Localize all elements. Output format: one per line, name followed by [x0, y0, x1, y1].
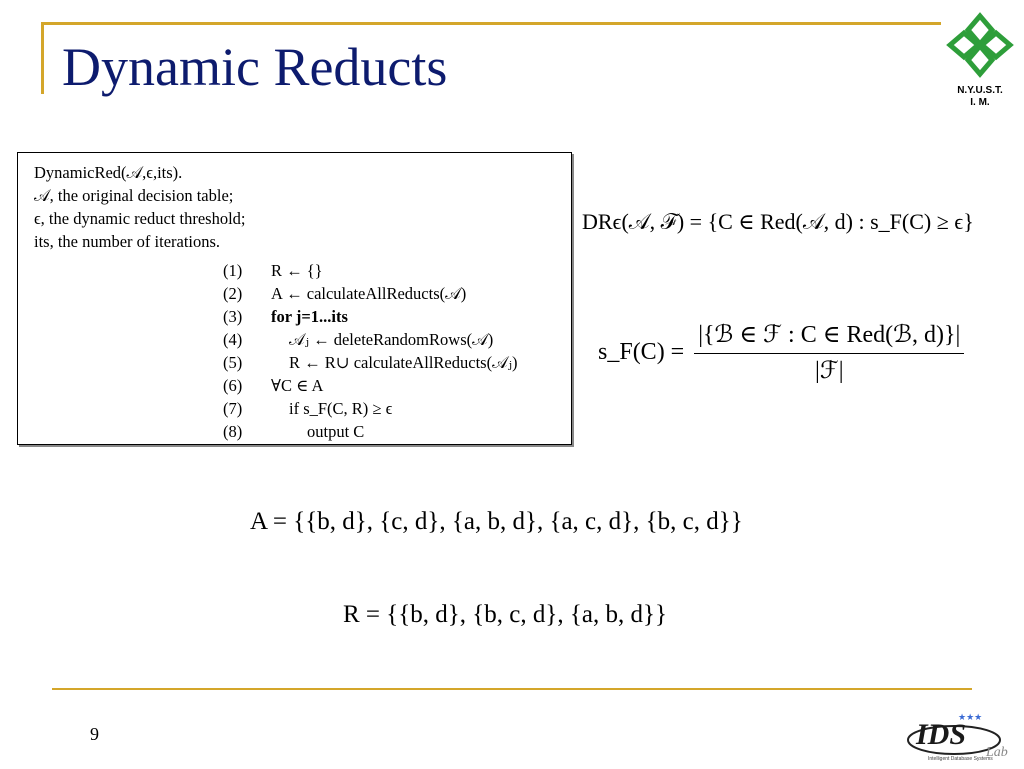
lab-logo-main: IDS — [916, 718, 967, 751]
stability-lhs: s_F(C) = — [598, 339, 685, 365]
star-icon: ★★★ — [958, 713, 983, 723]
step-text: ∀C ∈ A — [271, 376, 324, 395]
step-text: for j=1...its — [271, 307, 348, 326]
algorithm-step — [223, 305, 518, 328]
algorithm-step — [223, 351, 518, 374]
step-number: (1) — [223, 261, 243, 280]
algorithm-step — [223, 374, 518, 397]
ids-lab-emblem-icon — [904, 708, 1016, 764]
stability-numerator: |{ℬ ∈ ℱ : C ∈ Red(ℬ, d)}| — [694, 320, 964, 354]
dynamic-reduct-definition: DRϵ(𝒜, ℱ) = {C ∈ Red(𝒜, d) : s_F(C) ≥ ϵ} — [582, 209, 974, 234]
step-number: (7) — [223, 399, 243, 418]
stability-denominator: |ℱ| — [815, 358, 844, 384]
step-number: (6) — [223, 376, 243, 395]
nyust-emblem-icon — [942, 10, 1018, 80]
step-text: 𝒜ⱼ ← deleteRandomRows(𝒜) — [289, 330, 494, 349]
step-number: (3) — [223, 307, 243, 326]
title-accent-horizontal — [41, 22, 941, 25]
logo-line-2: I. M. — [970, 97, 990, 108]
algorithm-param-iterations: its, the number of iterations. — [34, 232, 221, 251]
algorithm-step — [223, 259, 518, 282]
step-number: (5) — [223, 353, 243, 372]
algorithm-step — [223, 282, 518, 305]
set-a-equation: A = {{b, d}, {c, d}, {a, b, d}, {a, c, d}, {b, c, d}} — [250, 508, 743, 535]
algorithm-header — [34, 161, 246, 253]
logo-line-1: N.Y.U.S.T. — [957, 85, 1003, 96]
algorithm-step — [223, 397, 518, 420]
stability-coefficient-formula — [598, 320, 964, 385]
step-number: (4) — [223, 330, 243, 349]
step-text: output C — [307, 422, 365, 441]
nyust-logo — [942, 10, 1018, 110]
ids-lab-logo — [904, 708, 1016, 764]
step-text: R ← R∪ calculateAllReducts(𝒜ⱼ) — [289, 353, 518, 372]
algorithm-box — [17, 152, 572, 445]
title-accent-vertical — [41, 22, 44, 94]
set-r-equation: R = {{b, d}, {b, c, d}, {a, b, d}} — [343, 601, 667, 628]
page-number: 9 — [90, 724, 99, 744]
step-number: (8) — [223, 422, 243, 441]
algorithm-param-threshold: ϵ, the dynamic reduct threshold; — [34, 209, 246, 228]
lab-logo-sub: Lab — [986, 745, 1008, 760]
slide-title: Dynamic Reducts — [62, 37, 448, 97]
algorithm-steps — [223, 259, 518, 443]
algorithm-step — [223, 420, 518, 443]
algorithm-signature: DynamicRed(𝒜,ϵ,its). — [34, 163, 183, 182]
lab-logo-caption: Intelligent Database Systems — [928, 756, 993, 762]
footer-divider — [52, 688, 972, 690]
step-text: R ← {} — [271, 261, 323, 280]
stability-fraction — [694, 320, 964, 385]
step-number: (2) — [223, 284, 243, 303]
step-text: if s_F(C, R) ≥ ϵ — [289, 399, 393, 418]
step-text: A ← calculateAllReducts(𝒜) — [271, 284, 467, 303]
algorithm-step — [223, 328, 518, 351]
algorithm-param-table: 𝒜, the original decision table; — [34, 186, 234, 205]
